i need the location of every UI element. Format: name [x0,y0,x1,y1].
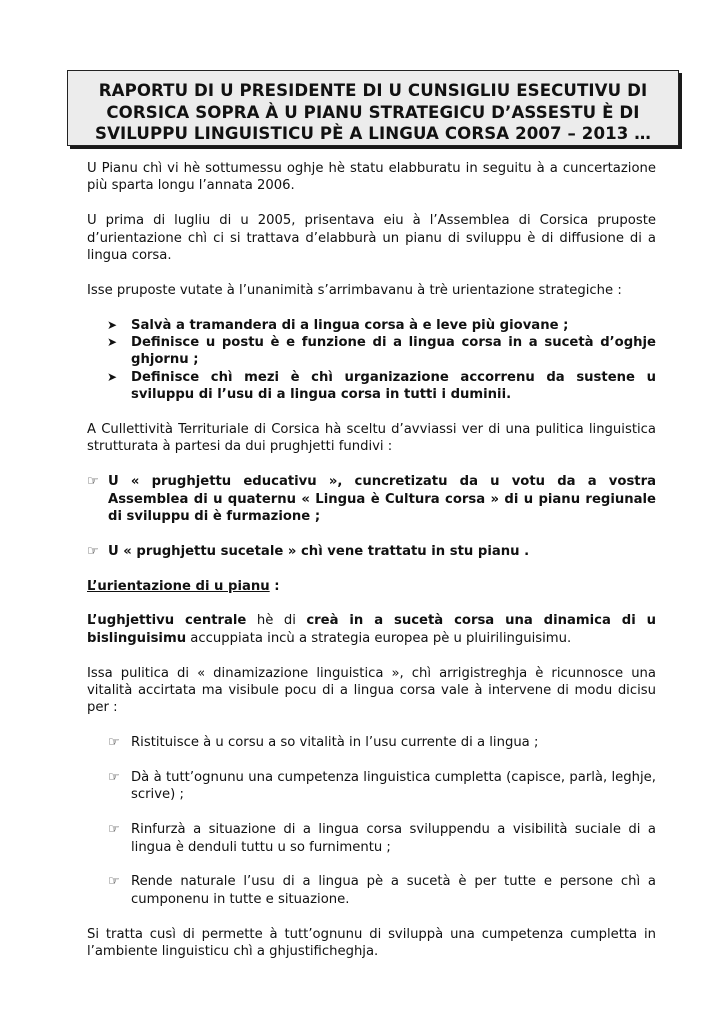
project-item: ☞ U « prughjettu educativu », cuncretizatu da u votu da a vostra Assemblea di u quaternu « Lingua è Cultura corsa » di u pianu regiunale di sviluppu di è furmazione ; [87,474,656,525]
objective-paragraph: L’ughjettivu centrale hè di creà in a sucetà corsa una dinamica di u bislinguisimu accuppiata incù a strategia europea pè u pluirilinguisimu. [87,613,656,646]
hand-pointer-icon: ☞ [108,874,120,890]
objective-item: ☞ Ristituisce à u corsu a so vitalità in l’usu currente di a lingua ; [108,735,539,751]
conclusion-paragraph: Si tratta cusì di permette à tutt’ognunu di sviluppà una cumpetenza cumpletta in l’ambiente linguisticu chì a ghjustificheghja. [87,926,656,960]
context-paragraph: U prima di lugliu di u 2005, prisentava eiu à l’Assemblea di Corsica pruposte d’urientazione chì ci si trattava d’elabburà un pianu di sviluppu è di diffusione di a lingua corsa. [87,213,656,264]
dynamization-paragraph: Issa pulitica di « dinamizazione linguistica », chì arrigistreghja è ricunnosce una vitalità accirtata ma visibule pocu di a lingua corsa vale à intervene di modu dicisu per : [87,665,656,716]
arrow-right-icon: ➤ [107,335,118,350]
hand-pointer-icon: ☞ [108,770,120,786]
hand-pointer-icon: ☞ [108,735,120,751]
strategies-list [87,317,656,404]
intro-paragraph: U Pianu chì vi hè sottumessu oghje hè statu elabburatu in seguitu à a cuncertazione più sparta longu l’annata 2006. [87,161,656,194]
list-item: ➤ Definisce u postu è e funzione di a lingua corsa in a sucetà d’oghje ghjornu ; [107,335,656,368]
strategies-intro-paragraph: Isse pruposte vutate à l’unanimità s’arrimbavanu à trè urientazione strategiche : [87,282,622,298]
objective-item: ☞ Rende naturale l’usu di a lingua pè a sucetà è per tutte e persone chì a cumponenu in tutte e situazione. [108,874,656,907]
list-item: ➤ Definisce chì mezi è chì urganizazione accorrenu da sustene u sviluppu di l’usu di a lingua corsa in tutti i duminii. [107,369,656,403]
document-body [87,160,656,960]
hand-pointer-icon: ☞ [87,474,99,490]
objective-item: ☞ Dà à tutt’ognunu una cumpetenza linguistica cumpletta (capisce, parlà, leghje, scrive) ; [108,770,656,803]
hand-pointer-icon: ☞ [87,543,99,559]
arrow-right-icon: ➤ [107,369,118,384]
title-line-3: SVILUPPU LINGUISTICU PÈ A LINGUA CORSA 2007 – 2013 … [95,124,651,143]
hand-pointer-icon: ☞ [108,822,120,838]
arrow-right-icon: ➤ [107,317,118,332]
project-item: ☞ U « prughjettu sucetale » chì vene trattatu in stu pianu . [87,543,530,559]
document-title-box [67,70,679,146]
objective-item: ☞ Rinfurzà a situazione di a lingua corsa sviluppendu a visibilità suciale di a lingua è denduli tuttu u so furnimentu ; [108,822,656,855]
list-item: ➤ Salvà a tramandera di a lingua corsa à e leve più giovane ; [107,317,569,333]
title-line-2: CORSICA SOPRA À U PIANU STRATEGICU D’ASSESTU È DI [106,102,640,122]
title-line-1: RAPORTU DI U PRESIDENTE DI U CUNSIGLIU ESECUTIVU DI [98,81,648,100]
section-heading: L’urientazione di u pianu : [87,578,280,594]
policy-paragraph: A Cullettività Territuriale di Corsica hà sceltu d’avviassi ver di una pulitica linguistica strutturata à partesi da dui prughjetti fundivi : [87,422,656,455]
